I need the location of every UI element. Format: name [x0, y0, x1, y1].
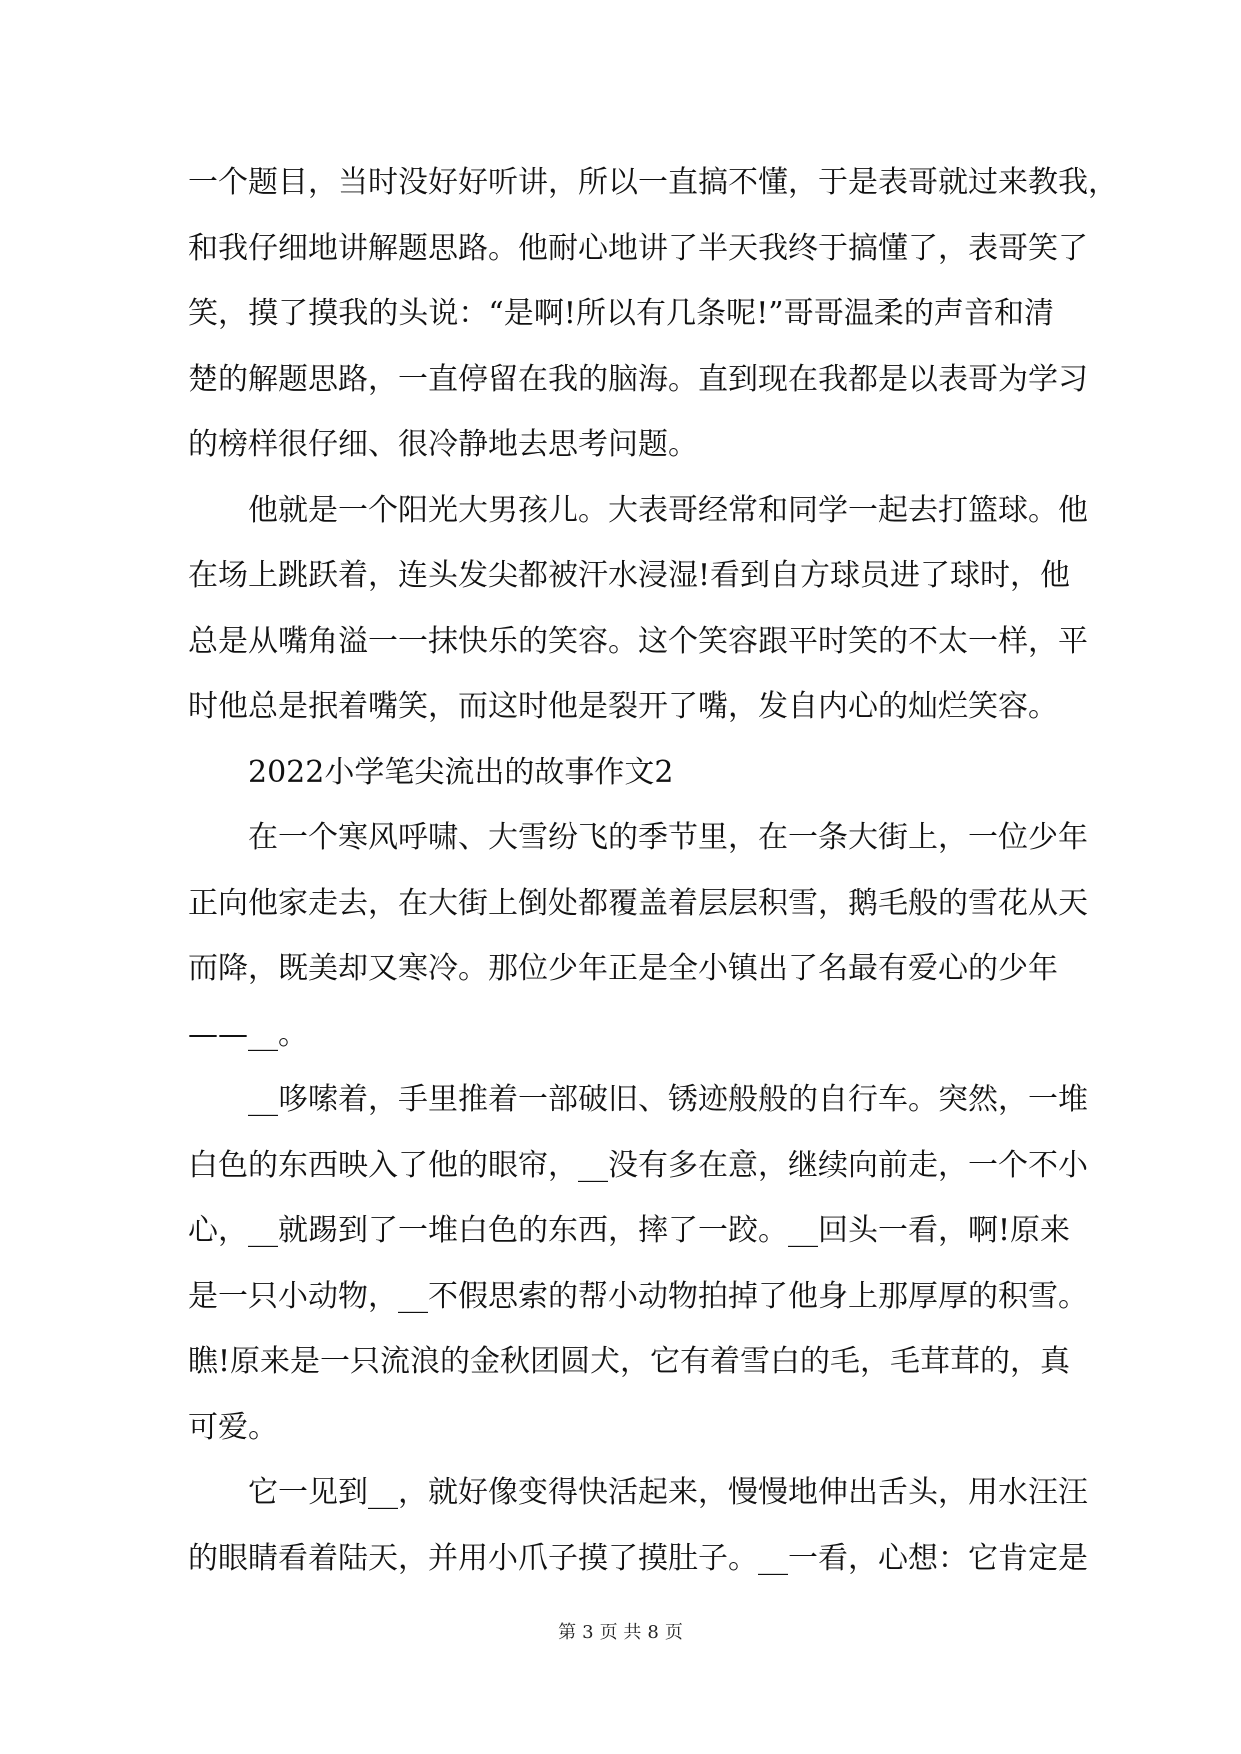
text-line: 和我仔细地讲解题思路。他耐心地讲了半天我终于搞懂了，表哥笑了	[188, 230, 1088, 266]
text-line: 楚的解题思路，一直停留在我的脑海。直到现在我都是以表哥为学习	[188, 361, 1088, 397]
footer-middle: 页 共	[599, 1622, 642, 1643]
text-line: 可爱。	[188, 1409, 278, 1445]
page-footer	[0, 1618, 1241, 1644]
footer-suffix: 页	[664, 1622, 683, 1643]
text-line: 一个题目，当时没好好听讲，所以一直搞不懂，于是表哥就过来教我，	[188, 165, 1118, 200]
current-page-number: 3	[582, 1622, 594, 1643]
section-heading: 2022小学笔尖流出的故事作文2	[248, 754, 674, 790]
text-line: __哆嗦着，手里推着一部破旧、锈迹般般的自行车。突然，一堆	[248, 1082, 1088, 1117]
text-line: 在一个寒风呼啸、大雪纷飞的季节里，在一条大街上，一位少年	[248, 820, 1088, 855]
text-line: 是一只小动物，__不假思索的帮小动物拍掉了他身上那厚厚的积雪。	[188, 1278, 1088, 1314]
text-line: ——__。	[188, 1016, 308, 1052]
text-line: 笑，摸了摸我的头说：“是啊!所以有几条呢!”哥哥温柔的声音和清	[188, 296, 1054, 331]
text-line: 他就是一个阳光大男孩儿。大表哥经常和同学一起去打篮球。他	[248, 492, 1088, 528]
text-line: 的眼睛看着陆天，并用小爪子摸了摸肚子。__一看，心想：它肯定是	[188, 1540, 1088, 1576]
document-body	[188, 150, 1118, 1591]
text-line: 心，__就踢到了一堆白色的东西，摔了一跤。__回头一看，啊!原来	[188, 1213, 1071, 1248]
text-line: 总是从嘴角溢一一抹快乐的笑容。这个笑容跟平时笑的不太一样，平	[188, 623, 1088, 659]
text-line: 在场上跳跃着，连头发尖都被汗水浸湿!看到自方球员进了球时，他	[188, 558, 1071, 593]
text-line: 白色的东西映入了他的眼帘，__没有多在意，继续向前走，一个不小	[188, 1147, 1088, 1183]
text-line: 时他总是抿着嘴笑，而这时他是裂开了嘴，发自内心的灿烂笑容。	[188, 689, 1058, 724]
text-line: 而降，既美却又寒冷。那位少年正是全小镇出了名最有爱心的少年	[188, 951, 1058, 986]
text-line: 它一见到__，就好像变得快活起来，慢慢地伸出舌头，用水汪汪	[248, 1475, 1088, 1510]
footer-prefix: 第	[558, 1622, 577, 1643]
total-pages-number: 8	[647, 1622, 659, 1643]
text-line: 的榜样很仔细、很冷静地去思考问题。	[188, 427, 698, 462]
text-line: 正向他家走去，在大街上倒处都覆盖着层层积雪，鹅毛般的雪花从天	[188, 885, 1088, 921]
text-line: 瞧!原来是一只流浪的金秋团圆犬，它有着雪白的毛，毛茸茸的，真	[188, 1344, 1071, 1379]
